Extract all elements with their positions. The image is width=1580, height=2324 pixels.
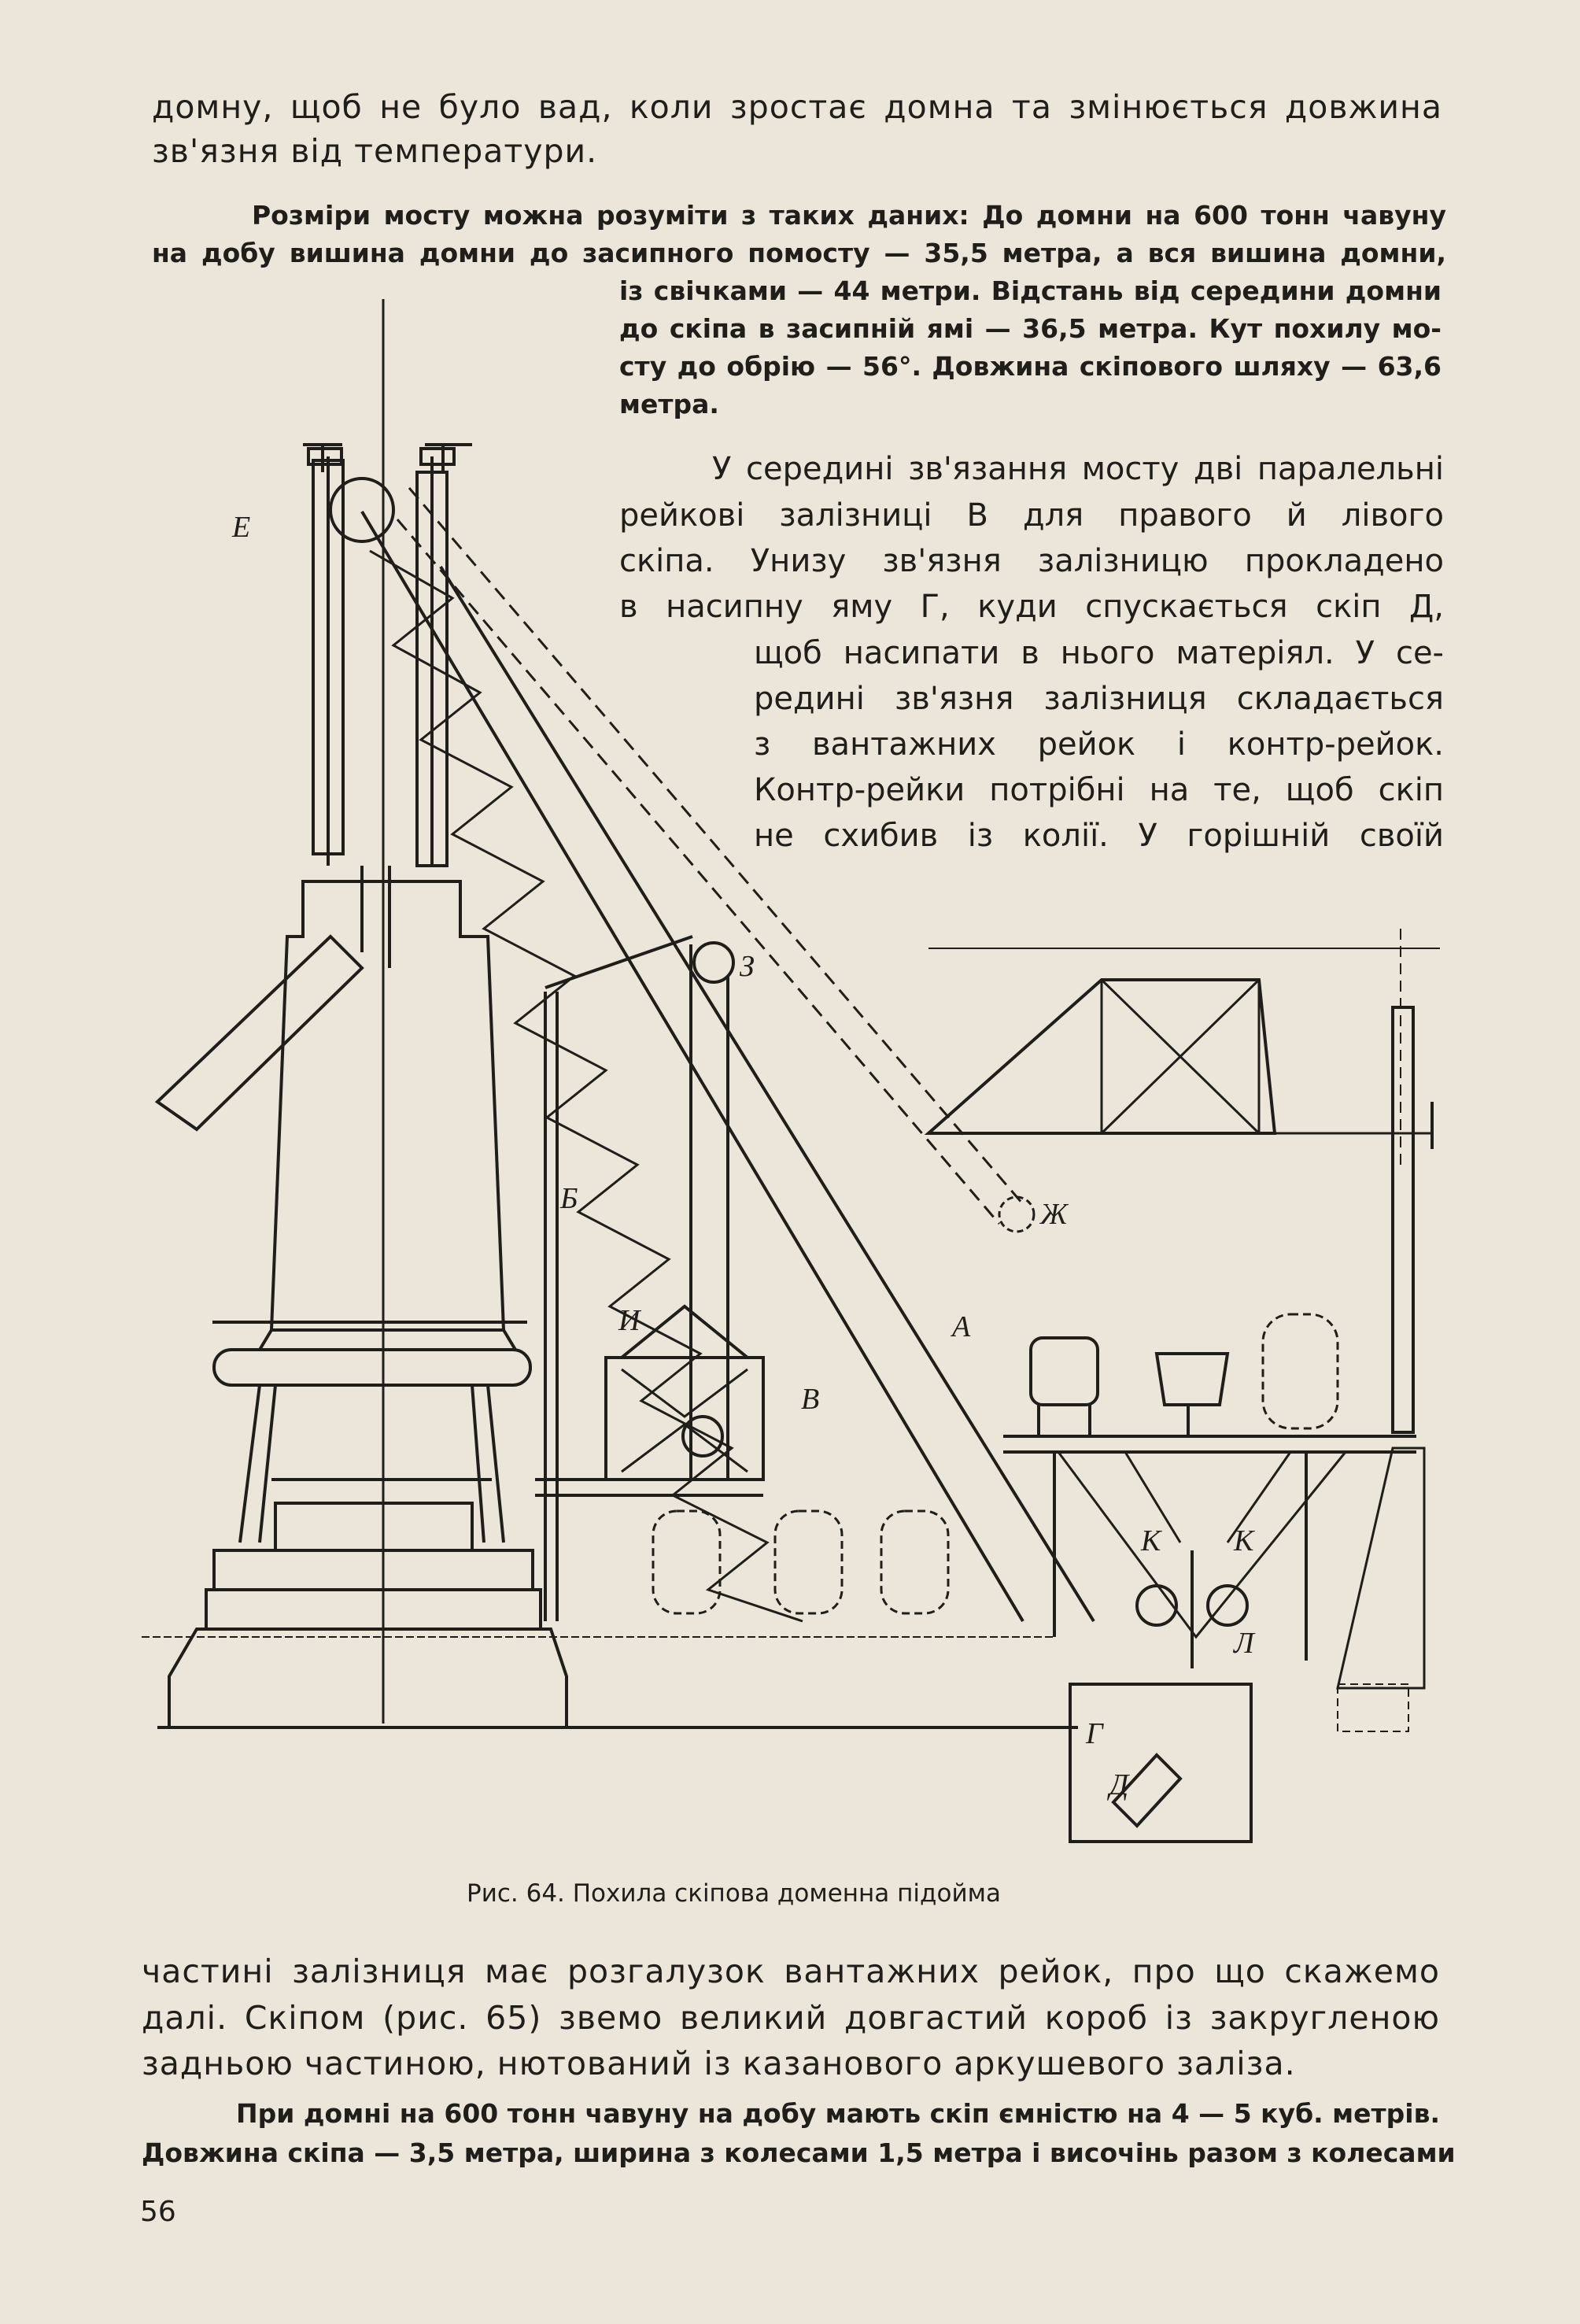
continuation-line-1-text: частині залізниця має розгалузок вантажних рейок, про що скажемо [142,1953,1440,1990]
figure-caption: Рис. 64. Похила скіпова доменна підойма [467,1879,1001,1908]
dimensions-line-3-text: із свічками — 44 метри. Відстань від середини домни [619,275,1442,306]
skip-note-line-1-text: При домні на 600 тонн чавуну на добу мають скіп ємністю на 4 — 5 куб. метрів. [236,2098,1440,2129]
label-I: И [618,1304,640,1337]
label-D: Д [1109,1768,1129,1801]
continuation-line-1 [142,1953,1440,1990]
continuation-line-3: задньою частиною, нютований із казанового аркушевого заліза. [142,2045,1296,2082]
label-K1: К [1141,1524,1161,1557]
dimensions-line-1-text: Розміри мосту можна розуміти з таких даних: До домни на 600 тонн чавуну [252,200,1446,231]
paragraph-line-1-text: У середині зв'язання мосту дві паралельні [712,451,1444,487]
dimensions-line-6: метра. [619,389,719,419]
skip-note-line-1 [236,2098,1440,2129]
dimensions-line-5-text: сту до обрію — 56°. Довжина скіпового шляху — 63,6 [619,351,1442,382]
continuation-line-2-text: далі. Скіпом (рис. 65) звемо великий довгастий короб із закругленою [142,1999,1440,2037]
intro-line-2: зв'язня від температури. [152,132,598,170]
label-L: Л [1234,1627,1254,1660]
continuation-line-2 [142,1999,1440,2037]
skip-note-line-2 [142,2137,1456,2168]
label-K2: К [1234,1524,1254,1557]
label-E: Е [232,511,251,544]
paragraph-line-9-text: не схибив із колії. У горішній своїй [754,818,1444,854]
label-G: Г [1086,1717,1103,1750]
label-V: В [801,1383,820,1416]
page-number: 56 [140,2196,176,2228]
skip-note-line-2-text: Довжина скіпа — 3,5 метра, ширина з колесами 1,5 метра і височінь разом з колесами [142,2137,1456,2168]
paragraph-line-6-text: редині зв'язня залізниця складається [754,681,1444,717]
paragraph-line-2-text: рейкові залізниці В для правого й лівого [619,497,1444,534]
dimensions-line-4-text: до скіпа в засипній ямі — 36,5 метра. Кут похилу мо- [619,313,1442,344]
label-B: Б [560,1182,578,1215]
label-Z: З [740,950,755,983]
paragraph-line-8-text: Контр-рейки потрібні на те, щоб скіп [754,772,1444,808]
paragraph-line-7-text: з вантажних рейок і контр-рейок. [754,726,1444,763]
paragraph-line-5-text: щоб насипати в нього матеріял. У се- [754,635,1444,671]
intro-line-1-text: домну, щоб не було вад, коли зростає домна та змінюється довжина [152,88,1442,126]
paragraph-line-4-text: в насипну яму Г, куди спускається скіп Д, [619,589,1444,625]
paragraph-line-3-text: скіпа. Унизу зв'язня залізницю прокладено [619,543,1444,579]
label-A: А [952,1310,971,1343]
label-ZH: Ж [1040,1198,1068,1231]
dimensions-line-2-text: на добу вишина домни до засипного помосту — 35,5 метра, а вся вишина домни, [152,238,1446,268]
